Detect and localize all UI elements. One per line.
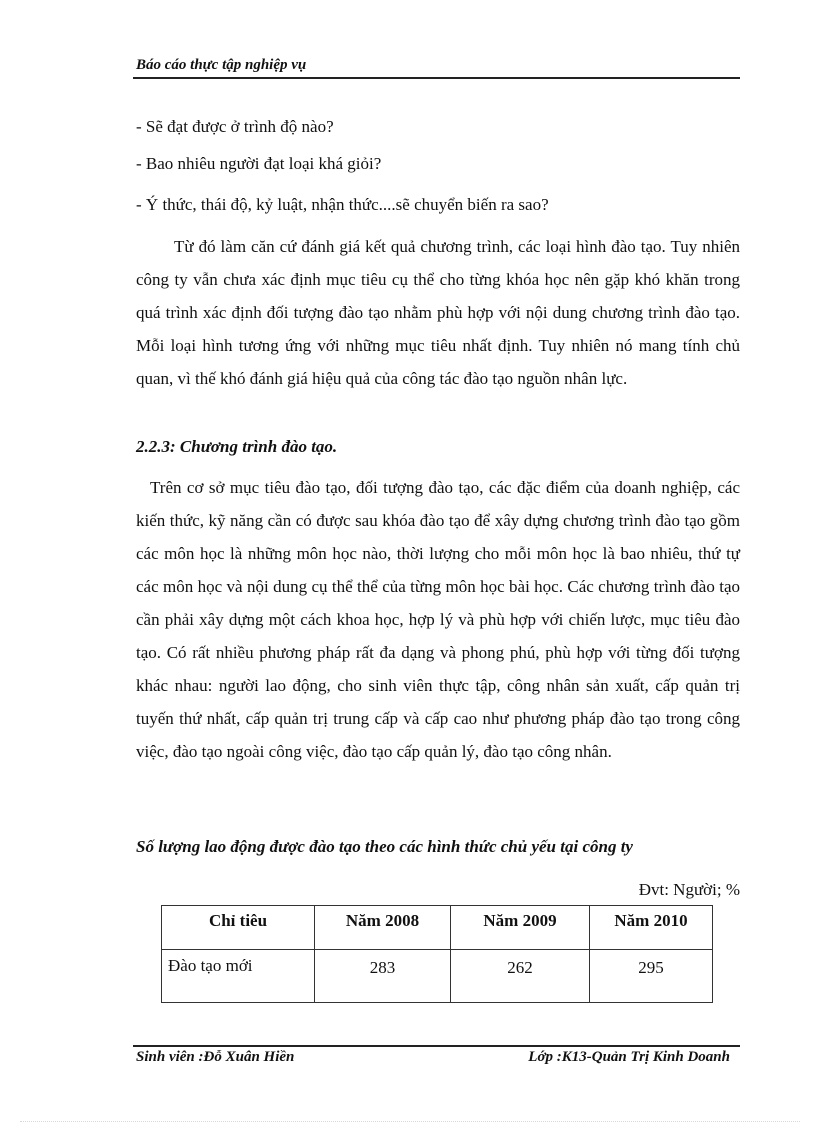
table-cell: 283: [315, 950, 451, 1003]
bullet-item: - Ý thức, thái độ, kỷ luật, nhận thức....sẽ chuyển biến ra sao?: [136, 195, 549, 214]
data-table: [161, 905, 713, 1003]
column-header: Năm 2008: [315, 906, 451, 950]
paragraph: Trên cơ sở mục tiêu đào tạo, đối tượng đào tạo, các đặc điểm của doanh nghiệp, các kiến thức, kỹ năng cần có được sau khóa đào tạo để xây dựng chương trình đào tạo gồm các môn học là những môn học nào, thời lượng cho mỗi môn học là bao nhiêu, thứ tự các môn học và nội dung cụ thể thể của từng môn học bài học. Các chương trình đào tạo cần phải xây dựng một cách khoa học, hợp lý và phù hợp với chiến lược, mục tiêu đào tạo. Có rất nhiều phương pháp rất đa dạng và phong phú, phù hợp với từng đối tượng khác nhau: người lao động, cho sinh viên thực tập, công nhân sản xuất, cấp quản trị tuyến thứ nhất, cấp quản trị trung cấp và cấp cao như phương pháp đào tạo trong công việc, đào tạo ngoài công việc, đào tạo cấp quản lý, đào tạo công nhân.: [136, 478, 740, 761]
table-cell: 295: [590, 950, 713, 1003]
table-row: [162, 950, 713, 1003]
table-cell: 262: [451, 950, 590, 1003]
bullet-item: - Sẽ đạt được ở trình độ nào?: [136, 117, 334, 136]
column-header: Chỉ tiêu: [162, 906, 315, 950]
footer-student: Sinh viên :Đỗ Xuân Hiền: [136, 1049, 295, 1065]
footer-class: Lớp :K13-Quản Trị Kinh Doanh: [528, 1049, 730, 1065]
paragraph: Từ đó làm căn cứ đánh giá kết quả chương trình, các loại hình đào tạo. Tuy nhiên công ty vẫn chưa xác định mục tiêu cụ thể cho từng khóa học nên gặp khó khăn trong quá trình xác định đối tượng đào tạo nhằm phù hợp với nội dung chương trình đào tạo. Mỗi loại hình tương ứng với những mục tiêu nhất định. Tuy nhiên nó mang tính chủ quan, vì thế khó đánh giá hiệu quả của công tác đào tạo nguồn nhân lực.: [136, 237, 740, 388]
section-heading: 2.2.3: Chương trình đào tạo.: [136, 437, 338, 456]
table-unit: Đvt: Người; %: [638, 880, 740, 899]
bullet-item: - Bao nhiêu người đạt loại khá giỏi?: [136, 154, 382, 173]
table-title: Số lượng lao động được đào tạo theo các hình thức chủ yếu tại công ty: [136, 837, 633, 856]
header-rule: [133, 77, 740, 79]
column-header: Năm 2010: [590, 906, 713, 950]
column-header: Năm 2009: [451, 906, 590, 950]
table-header-row: [162, 906, 713, 950]
footer-rule: [133, 1045, 740, 1047]
header-title: Báo cáo thực tập nghiệp vụ: [136, 57, 307, 73]
page-edge-dots: [20, 1121, 800, 1122]
table-cell: Đào tạo mới: [162, 950, 315, 1003]
